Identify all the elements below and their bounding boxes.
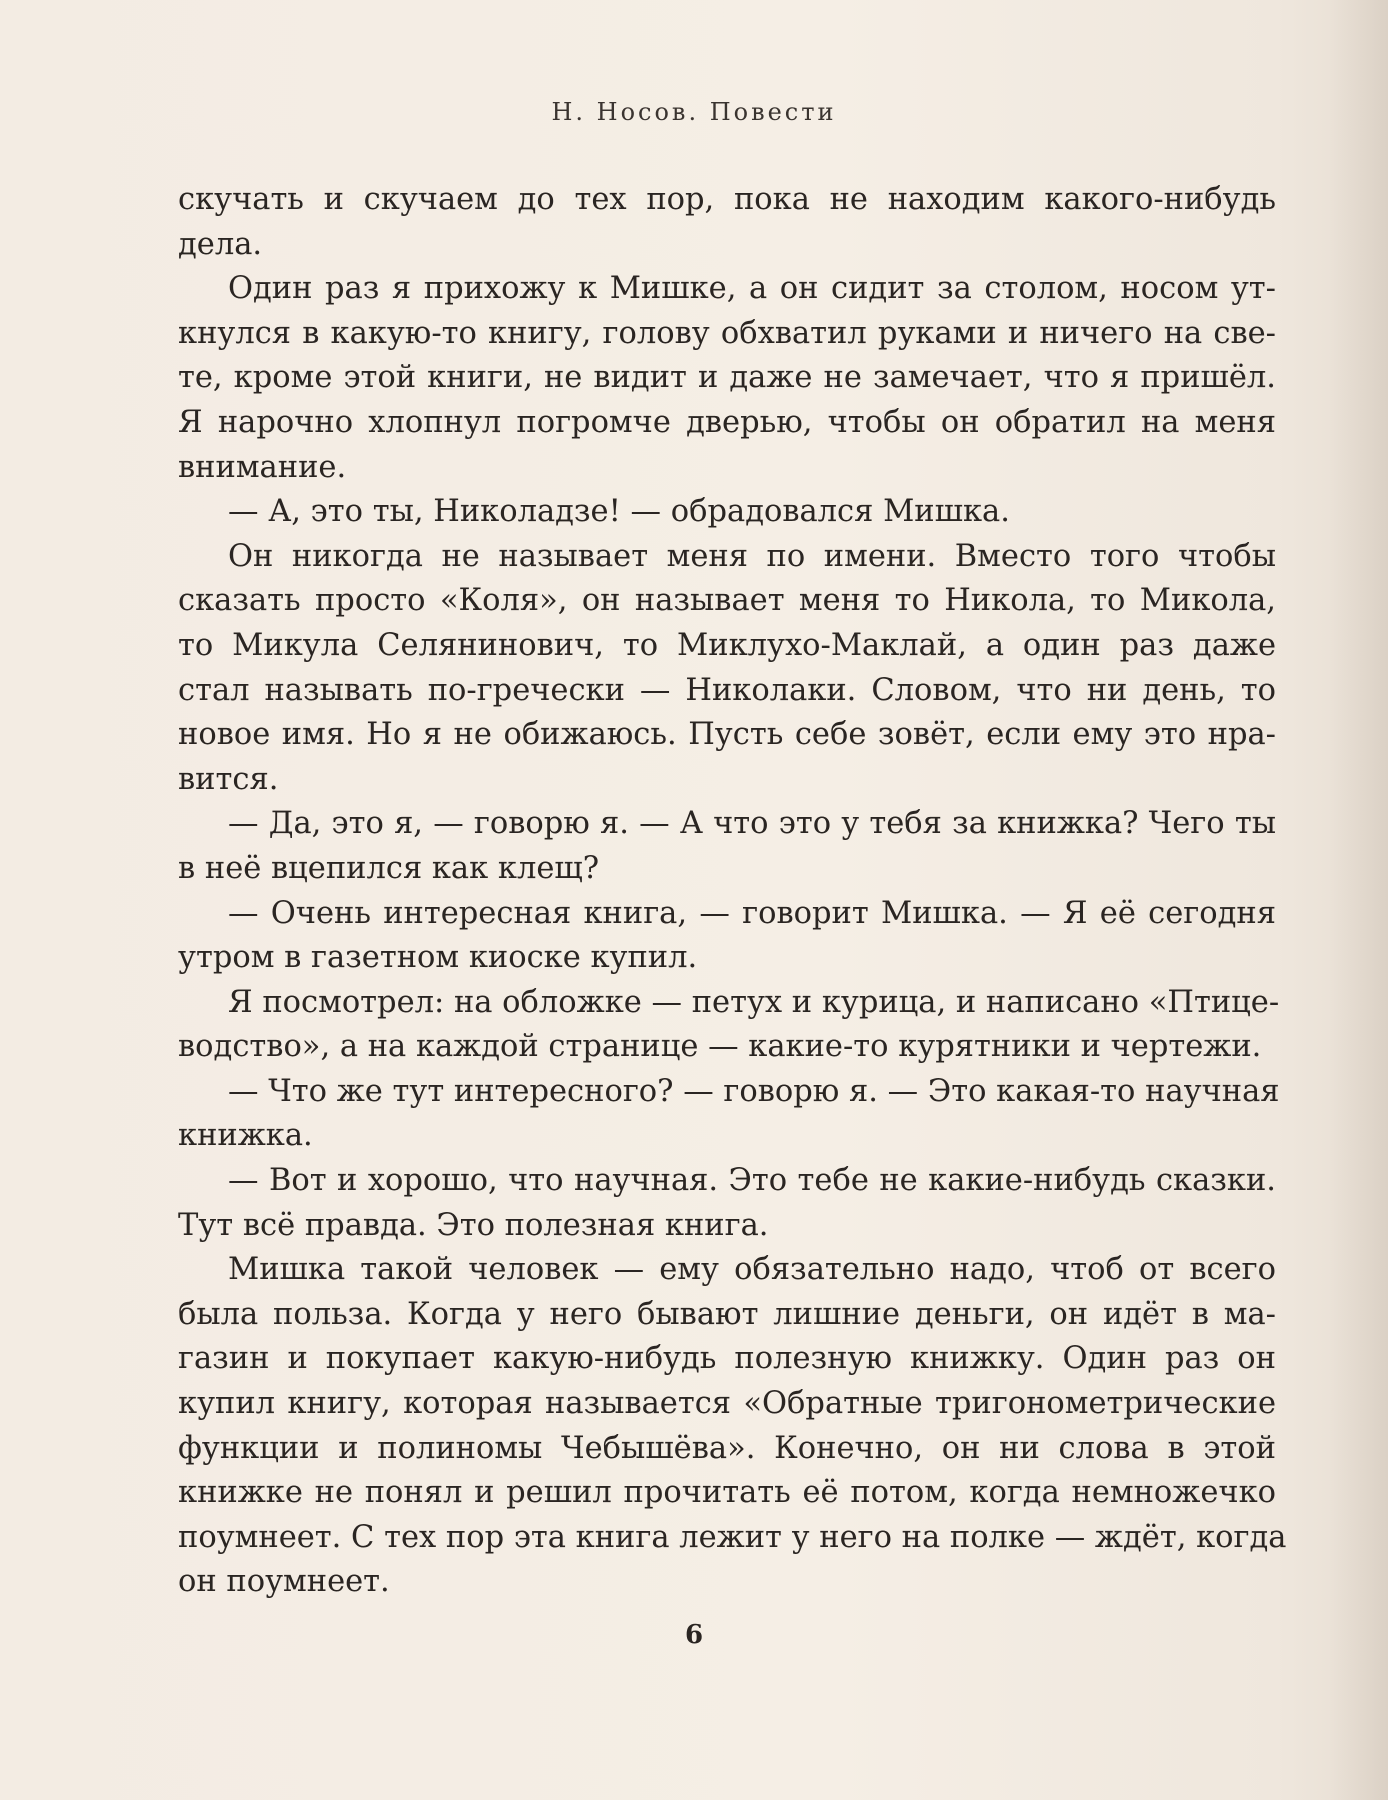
- text-line: Я нарочно хлопнул погромче дверью, чтобы он обратил на меня: [178, 404, 1276, 440]
- text-line: те, кроме этой книги, не видит и даже не замечает, что я пришёл.: [178, 360, 1276, 396]
- text-line: скучать и скучаем до тех пор, пока не находим какого-нибудь: [178, 182, 1276, 217]
- text-line: дела.: [178, 226, 263, 262]
- running-head: Н. Носов. Повести: [551, 98, 837, 126]
- text-line: — Что же тут интересного? — говорю я. — Это какая-то научная: [228, 1073, 1280, 1109]
- text-line: книжке не понял и решил прочитать её потом, когда немножечко: [178, 1475, 1276, 1511]
- text-line: — А, это ты, Николадзе! — обрадовался Мишка.: [228, 494, 1010, 530]
- text-line: водство», а на каждой странице — какие-то курятники и чертежи.: [178, 1029, 1262, 1065]
- text-line: в неё вцепился как клещ?: [178, 850, 600, 886]
- text-line: книжка.: [178, 1118, 313, 1154]
- text-line: функции и полиномы Чебышёва». Конечно, он ни слова в этой: [178, 1430, 1276, 1466]
- text-line: поумнеет. С тех пор эта книга лежит у него на полке — ждёт, когда: [178, 1519, 1287, 1555]
- text-line: была польза. Когда у него бывают лишние деньги, он идёт в ма-: [178, 1296, 1276, 1332]
- text-line: Он никогда не называет меня по имени. Вместо того чтобы: [228, 538, 1276, 574]
- text-line: — Да, это я, — говорю я. — А что это у тебя за книжка? Чего ты: [228, 806, 1276, 842]
- text-line: — Вот и хорошо, что научная. Это тебе не какие-нибудь сказки.: [228, 1163, 1276, 1199]
- text-line: Тут всё правда. Это полезная книга.: [178, 1207, 769, 1243]
- page-number: 6: [684, 1620, 704, 1650]
- text-line: сказать просто «Коля», он называет меня то Никола, то Микола,: [178, 583, 1276, 619]
- text-line: он поумнеет.: [178, 1564, 390, 1600]
- page-edge-shadow: [1328, 0, 1388, 1800]
- text-line: газин и покупает какую-нибудь полезную книжку. Один раз он: [178, 1341, 1276, 1377]
- text-line: Мишка такой человек — ему обязательно надо, чтоб от всего: [228, 1252, 1276, 1288]
- text-line: внимание.: [178, 449, 347, 485]
- text-line: стал называть по-гречески — Николаки. Словом, что ни день, то: [178, 672, 1276, 708]
- text-line: утром в газетном киоске купил.: [178, 940, 698, 976]
- text-line: то Микула Селянинович, то Миклухо-Маклай, а один раз даже: [178, 627, 1276, 663]
- text-line: вится.: [178, 761, 279, 797]
- text-line: купил книгу, которая называется «Обратные тригонометрические: [178, 1386, 1276, 1422]
- text-line: новое имя. Но я не обижаюсь. Пусть себе зовёт, если ему это нра-: [178, 717, 1276, 753]
- text-line: Один раз я прихожу к Мишке, а он сидит за столом, носом ут-: [228, 271, 1276, 307]
- text-line: кнулся в какую-то книгу, голову обхватил руками и ничего на све-: [178, 315, 1276, 351]
- text-line: — Очень интересная книга, — говорит Мишка. — Я её сегодня: [228, 895, 1276, 931]
- text-line: Я посмотрел: на обложке — петух и курица, и написано «Птице-: [228, 984, 1280, 1020]
- body-text: [178, 178, 1287, 1605]
